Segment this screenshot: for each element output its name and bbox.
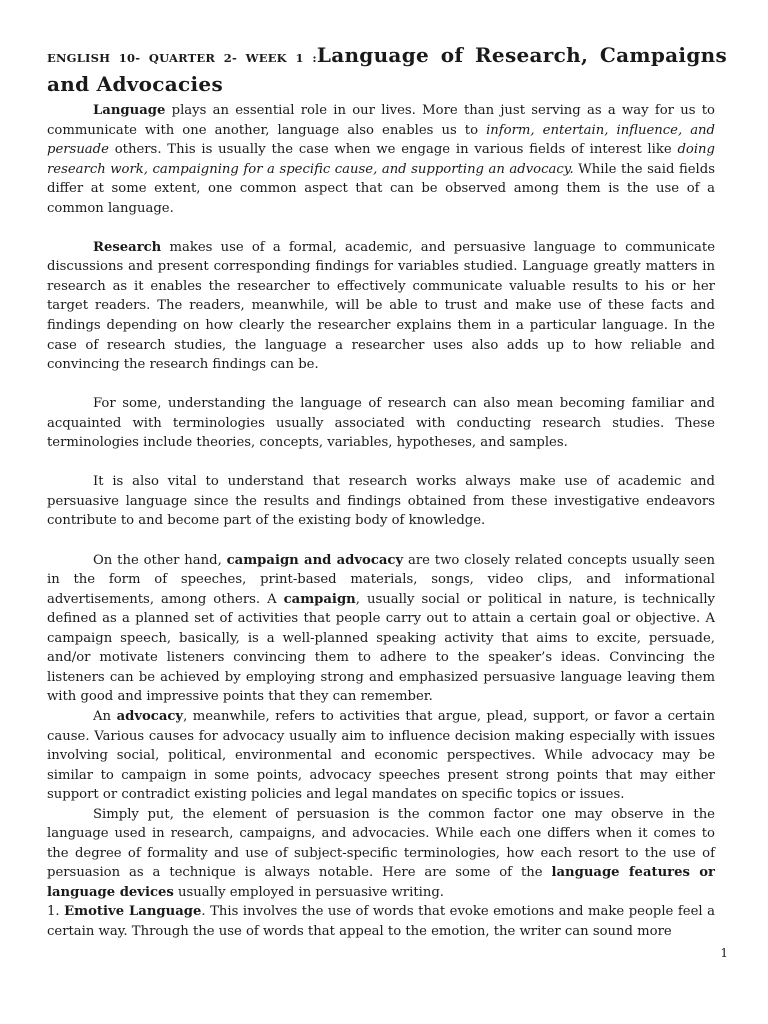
term-emotive-language: Emotive Language <box>64 904 202 920</box>
paragraph-persuasion <box>47 805 715 903</box>
italic-text: doing research work, campaigning for a specific cause, and supporting an advocacy. <box>47 142 715 177</box>
paragraph-text: makes use of a formal, academic, and persuasive language to communicate discussions and present corresponding findings for variables studied. Language greatly matters in research as it enables the researcher to effectively communicate valuable results to his or her target readers. The readers, meanwhile, will be able to trust and make use of these facts and findings depending on how clearly the researcher explains them in a particular language. In the case of research studies, the language a researcher uses also adds up to how reliable and convincing the research findings can be. <box>47 239 715 373</box>
term-language: Language <box>93 103 166 118</box>
term-campaign: campaign <box>283 591 356 607</box>
italic-text: inform, entertain, influence, and persuade <box>47 122 715 158</box>
paragraph-terminologies <box>47 394 715 453</box>
term-campaign-advocacy: campaign and advocacy <box>226 552 404 568</box>
page-number: 1 <box>720 946 728 960</box>
list-item-emotive-language <box>47 902 715 941</box>
title-prefix: ENGLISH 10- QUARTER 2- WEEK 1 : <box>47 51 317 65</box>
term-language-features: language features or language devices <box>47 865 715 900</box>
paragraph-advocacy <box>47 707 715 805</box>
paragraph-text: An <box>93 708 117 724</box>
paragraph-text: plays an essential role in our lives. More than just serving as a way for us to communicate with one another, language also enables us to <box>47 103 715 138</box>
paragraph-language <box>47 101 715 218</box>
paragraph-text: . This involves the use of words that evoke emotions and make people feel a certain way. Through the use of words that appeal to the emotion, the writer can sound more <box>47 904 715 939</box>
paragraph-text: Simply put, the element of persuasion is the common factor one may observe in the language used in research, campaigns, and advocacies. While each one differs when it comes to the degree of formality and use of subject-specific terminologies, how each resort to the use of persuasion as a technique is always notable. Here are some of the <box>47 806 715 881</box>
paragraph-campaign <box>47 551 715 707</box>
list-number: 1. <box>47 904 65 920</box>
paragraph-text: , usually social or political in nature, is technically defined as a planned set of activities that people carry out to attain a certain goal or objective. A campaign speech, basically, is a well-planned speaking activity that aims to excite, persuade, and/or motivate listeners convincing them to adhere to the speaker’s ideas. Convincing the listeners can be achieved by employing strong and emphasized persuasive language leaving them with good and impressive points that they can remember. <box>47 591 715 705</box>
paragraph-text: For some, understanding the language of research can also mean becoming familiar and acquainted with terminologies usually associated with conducting research studies. These terminologies include theories, concepts, variables, hypotheses, and samples. <box>47 396 715 451</box>
paragraph-text: usually employed in persuasive writing. <box>173 884 444 900</box>
paragraph-text: On the other hand, <box>93 552 227 568</box>
paragraph-academic-language <box>47 472 715 531</box>
term-research: Research <box>93 239 162 255</box>
paragraph-text: It is also vital to understand that research works always make use of academic and persuasive language since the results and findings obtained from these investigative endeavors contribute to and become part of the existing body of knowledge. <box>47 474 715 529</box>
page-title <box>47 42 727 97</box>
paragraph-text: While the said fields differ at some extent, one common aspect that can be observed among them is the use of a common language. <box>47 161 715 216</box>
document-body <box>47 101 715 942</box>
paragraph-text: , meanwhile, refers to activities that argue, plead, support, or favor a certain cause. Various causes for advocacy usually aim to influence decision making especially with issues involving social, political, environmental and economic perspectives. While advocacy may be similar to campaign in some points, advocacy speeches present strong points that may either support or contradict existing policies and legal mandates on specific topics or issues. <box>47 708 715 803</box>
paragraph-text: others. This is usually the case when we engage in various fields of interest like <box>108 142 678 158</box>
paragraph-text: are two closely related concepts usually seen in the form of speeches, print-based materials, songs, video clips, and informational advertisements, among others. A <box>47 552 716 607</box>
paragraph-research <box>47 238 715 375</box>
term-advocacy: advocacy <box>116 708 184 724</box>
title-text: Language of Research, Campaigns and Advocacies <box>47 43 728 96</box>
